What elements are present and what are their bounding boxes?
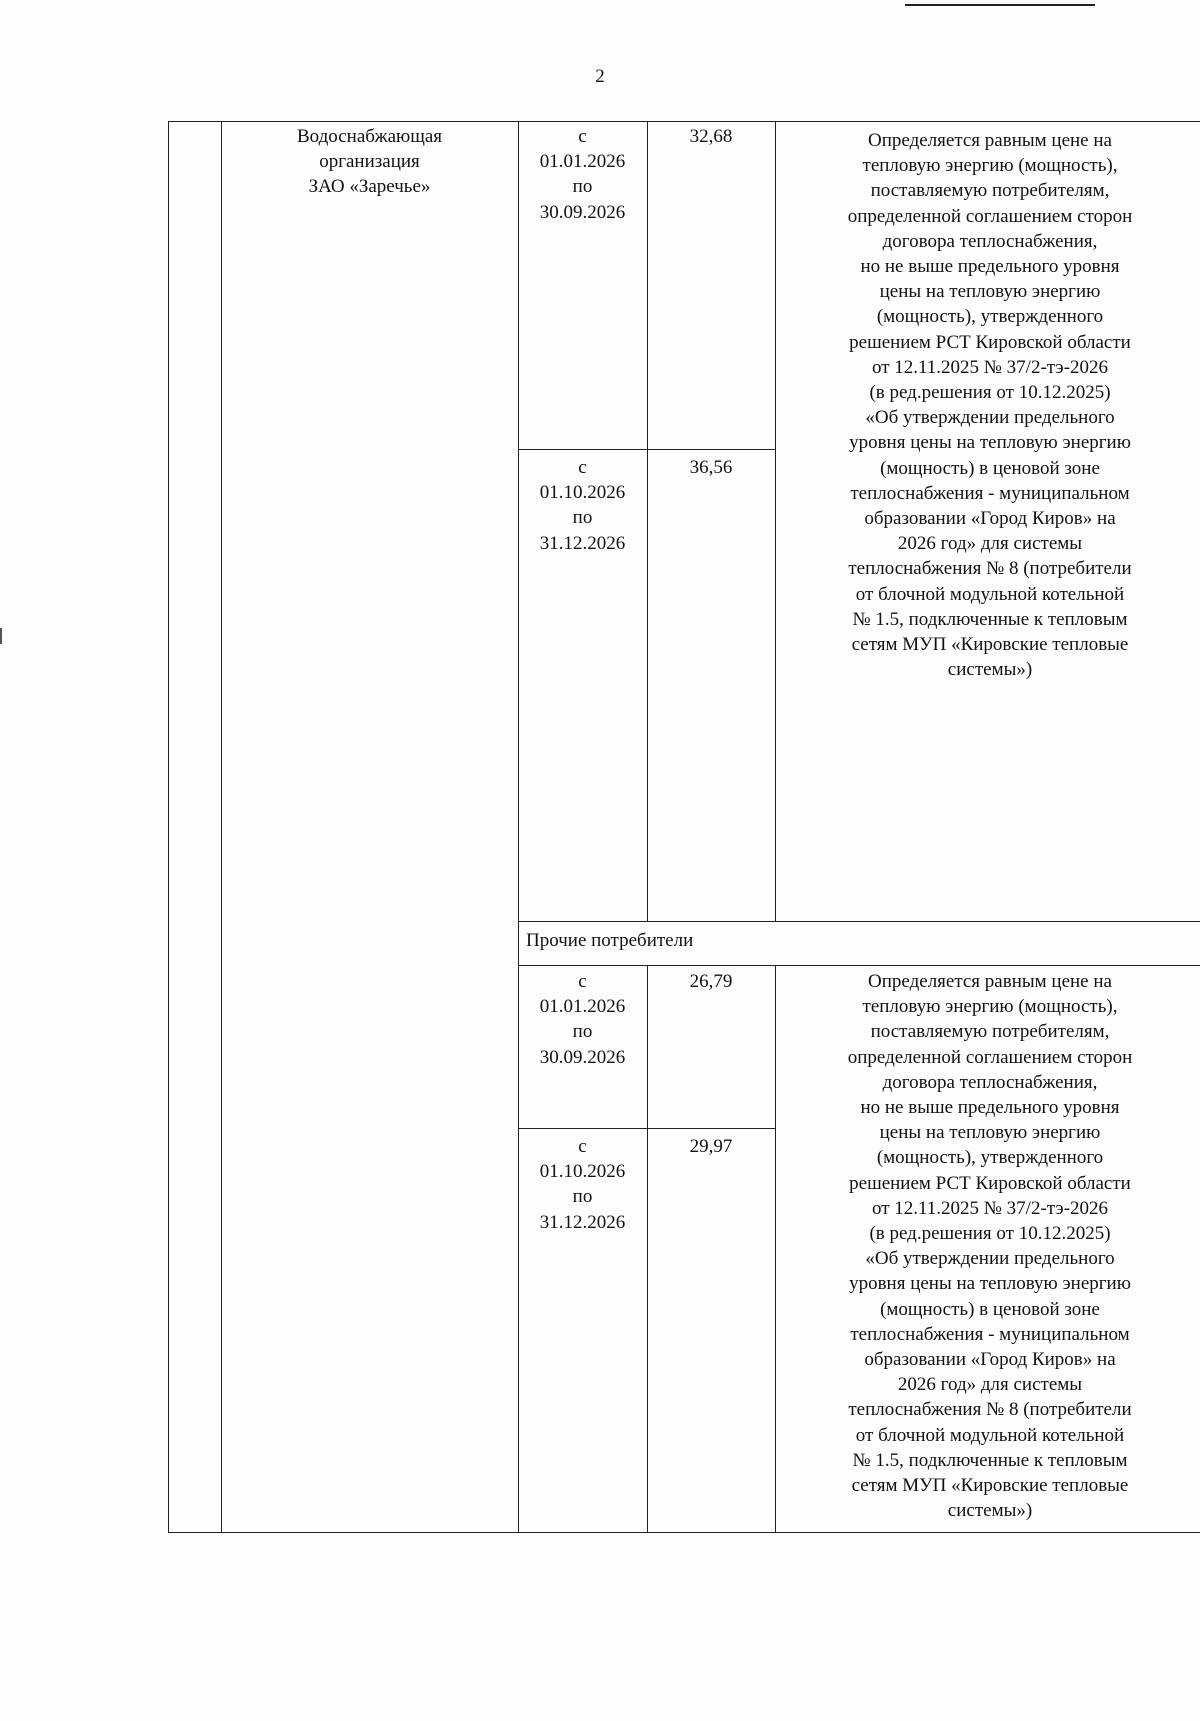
table-border-top <box>168 121 1200 122</box>
group2-value-1: 26,79 <box>689 971 733 992</box>
tariff-table <box>168 121 1200 1532</box>
group2-column-line-value <box>647 965 648 1532</box>
column-line-organization <box>518 121 519 1532</box>
section-label-other-consumers: Прочие потребители <box>526 930 694 951</box>
group2-period-1: с 01.01.2026 по 30.09.2026 <box>539 971 626 1068</box>
table-border-bottom <box>168 1532 1200 1533</box>
group1-period-2: с 01.10.2026 по 31.12.2026 <box>539 457 626 554</box>
margin-mark <box>0 628 2 644</box>
group1-description: Определяется равным цене на тепловую энергию (мощность), поставляемую потребителям, определенной соглашением сторон договора теплоснабжения, но не выше предельного уровня цены на тепловую энергию (мощность), утвержденного решением РСТ Кировской области от 12.11.2025 № 37/2-тэ-2026 (в ред.решения от 10.12.2025) «Об утверждении предельного уровня цены на тепловую энергию (мощность) в ценовой зоне теплоснабжения - муниципальном образовании «Город Киров» на 2026 год» для системы теплоснабжения № 8 (потребители от блочной модульной котельной № 1.5, подключенные к тепловым сетям МУП «Кировские тепловые системы») <box>847 130 1133 681</box>
top-edge-mark <box>905 0 1095 6</box>
group2-period-divider <box>518 1128 775 1129</box>
group2-period-2: с 01.10.2026 по 31.12.2026 <box>539 1136 626 1233</box>
section-row-top <box>518 921 1200 922</box>
group1-value-2: 36,56 <box>689 457 733 478</box>
group1-period-1: с 01.01.2026 по 30.09.2026 <box>539 126 626 223</box>
table-border-left <box>168 121 169 1532</box>
group1-column-line-value <box>647 121 648 921</box>
group2-value-2: 29,97 <box>689 1136 733 1157</box>
group1-period-divider <box>518 449 775 450</box>
column-line-index <box>221 121 222 1532</box>
page-number: 2 <box>595 66 605 87</box>
organization-name: Водоснабжающая организация ЗАО «Заречье» <box>296 126 443 198</box>
section-row-bottom <box>518 965 1200 966</box>
group2-description: Определяется равным цене на тепловую энергию (мощность), поставляемую потребителям, определенной соглашением сторон договора теплоснабжения, но не выше предельного уровня цены на тепловую энергию (мощность), утвержденного решением РСТ Кировской области от 12.11.2025 № 37/2-тэ-2026 (в ред.решения от 10.12.2025) «Об утверждении предельного уровня цены на тепловую энергию (мощность) в ценовой зоне теплоснабжения - муниципальном образовании «Город Киров» на 2026 год» для системы теплоснабжения № 8 (потребители от блочной модульной котельной № 1.5, подключенные к тепловым сетям МУП «Кировские тепловые системы») <box>847 971 1133 1522</box>
group1-value-1: 32,68 <box>689 126 733 147</box>
